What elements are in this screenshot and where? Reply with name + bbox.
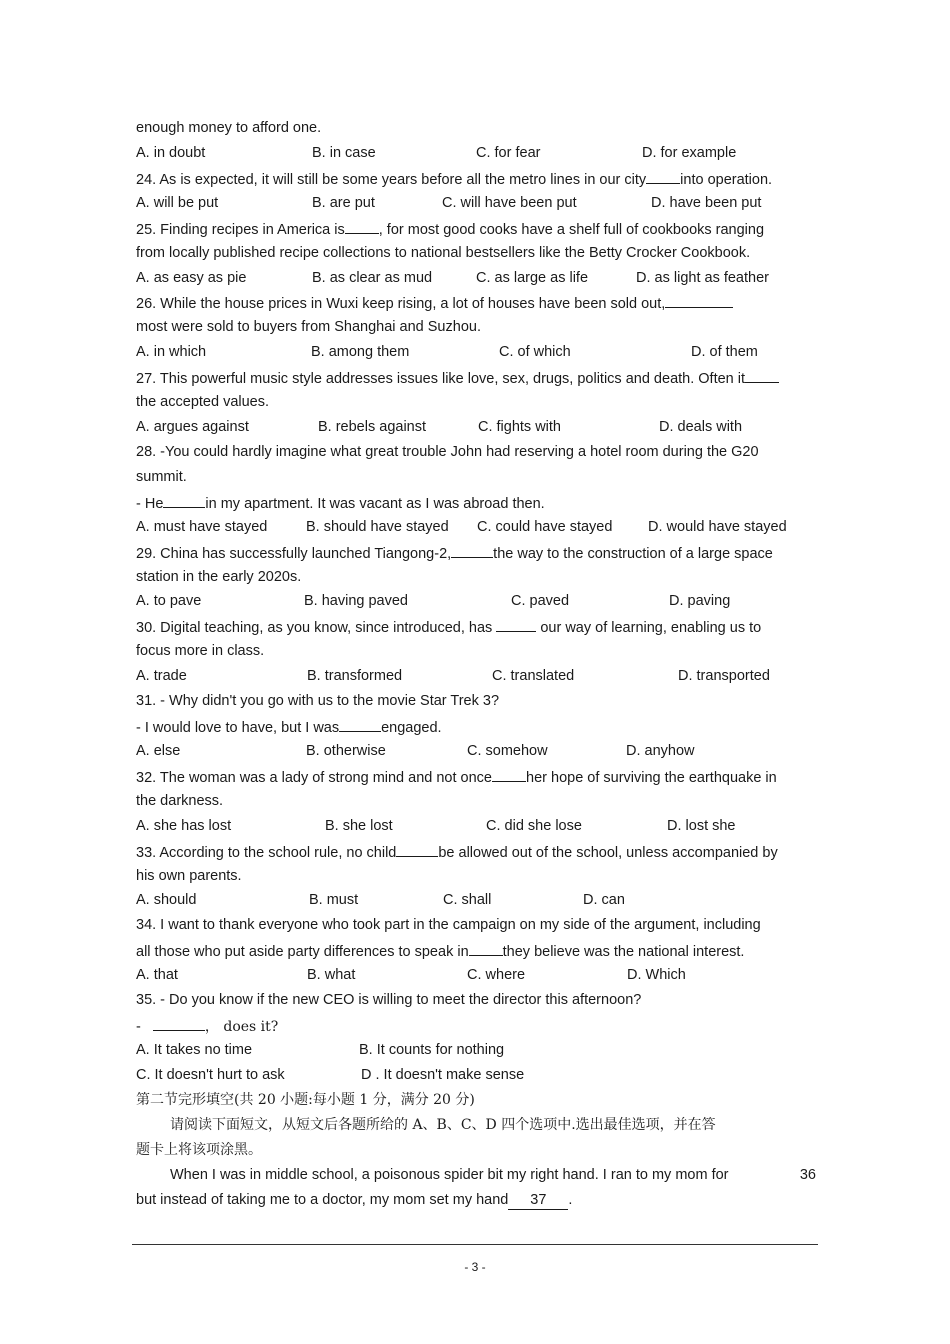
option-a: A. must have stayed xyxy=(136,519,268,535)
question-text: into operation. xyxy=(680,172,773,188)
option-c: C. fights with xyxy=(478,419,561,435)
answer-blank xyxy=(345,218,379,234)
options-row-q26 xyxy=(136,342,816,362)
answer-blank xyxy=(496,616,536,632)
options-row-q30 xyxy=(136,666,816,686)
question-26 xyxy=(136,292,733,314)
option-a: A. trade xyxy=(136,668,187,684)
options-row-q27 xyxy=(136,417,816,437)
question-28-line3 xyxy=(136,492,545,514)
question-27-line2: the accepted values. xyxy=(136,394,270,410)
option-c: C. somehow xyxy=(467,743,548,759)
question-35: 35. - Do you know if the new CEO is willing to meet the director this afternoon? xyxy=(136,992,642,1008)
option-d: D. of them xyxy=(691,344,758,360)
option-a: A. in which xyxy=(136,344,207,360)
option-b: B. transformed xyxy=(307,668,403,684)
passage-text: When I was in middle school, a poisonous spider bit my right hand. I ran to my mom for xyxy=(170,1167,729,1183)
blank-number-36: 36 xyxy=(799,1167,816,1183)
question-text: 29. China has successfully launched Tiangong-2, xyxy=(136,546,452,562)
footer-divider xyxy=(132,1244,818,1245)
question-text: 24. As is expected, it will still be some years before all the metro lines in our city xyxy=(136,172,647,188)
option-d: D. transported xyxy=(678,668,770,684)
text-line: enough money to afford one. xyxy=(136,120,322,136)
question-text: - He xyxy=(136,496,164,512)
option-d: D. for example xyxy=(642,145,737,161)
answer-blank xyxy=(163,492,205,508)
option-d: D . It doesn't make sense xyxy=(361,1067,525,1083)
question-text: - xyxy=(136,1019,145,1035)
question-29 xyxy=(136,542,773,564)
question-text: be allowed out of the school, unless accompanied by xyxy=(438,845,778,861)
option-c: C. translated xyxy=(492,668,575,684)
option-a: A. should xyxy=(136,892,197,908)
option-b: B. as clear as mud xyxy=(312,270,433,286)
option-b: B. rebels against xyxy=(318,419,427,435)
passage-line xyxy=(136,1190,572,1210)
option-c: C. paved xyxy=(511,593,570,609)
answer-blank xyxy=(745,367,779,383)
option-d: D. can xyxy=(583,892,625,908)
option-b: B. among them xyxy=(311,344,410,360)
question-35-line2 xyxy=(136,1015,278,1037)
option-a: A. will be put xyxy=(136,195,219,211)
option-c: C. where xyxy=(467,967,526,983)
answer-blank xyxy=(665,292,733,308)
question-text: 25. Finding recipes in America is xyxy=(136,222,345,238)
option-d: D. would have stayed xyxy=(648,519,787,535)
options-row-q29 xyxy=(136,591,816,611)
question-text: all those who put aside party differences to speak in xyxy=(136,944,469,960)
options-row-q24 xyxy=(136,193,816,213)
answer-blank xyxy=(451,542,493,558)
option-b: B. must xyxy=(309,892,359,908)
question-28: 28. -You could hardly imagine what great trouble John had reserving a hotel room during the G20 xyxy=(136,444,759,460)
question-33 xyxy=(136,841,778,863)
options-row-q35-cd xyxy=(136,1065,816,1085)
option-c: C. of which xyxy=(499,344,571,360)
blank-number-37: 37 xyxy=(508,1191,568,1210)
passage-text: . xyxy=(568,1192,573,1208)
question-text: 30. Digital teaching, as you know, since introduced, has xyxy=(136,620,493,636)
question-text: our way of learning, enabling us to xyxy=(540,620,762,636)
answer-blank xyxy=(153,1015,205,1031)
option-a: A. that xyxy=(136,967,178,983)
question-31-line2 xyxy=(136,716,442,738)
option-c: C. will have been put xyxy=(442,195,577,211)
option-b: B. otherwise xyxy=(306,743,386,759)
option-b: B. are put xyxy=(312,195,375,211)
question-29-line2: station in the early 2020s. xyxy=(136,569,302,585)
question-text: 27. This powerful music style addresses issues like love, sex, drugs, politics and death. Often it xyxy=(136,371,746,387)
option-d: D. lost she xyxy=(667,818,736,834)
page-number: - 3 - xyxy=(464,1260,486,1274)
option-b: B. she lost xyxy=(325,818,393,834)
option-d: D. Which xyxy=(627,967,686,983)
question-text: 33. According to the school rule, no child xyxy=(136,845,397,861)
options-row-q33 xyxy=(136,890,816,910)
question-27 xyxy=(136,367,779,389)
question-text: the way to the construction of a large space xyxy=(493,546,773,562)
question-34-line2 xyxy=(136,940,744,962)
options-row-q32 xyxy=(136,816,816,836)
question-text: - I would love to have, but I was xyxy=(136,720,340,736)
option-a: A. argues against xyxy=(136,419,249,435)
section-instruction-line2: 题卡上将该项涂黑。 xyxy=(136,1142,262,1158)
option-c: C. for fear xyxy=(476,145,541,161)
question-32-line2: the darkness. xyxy=(136,793,224,809)
option-b: B. It counts for nothing xyxy=(359,1042,505,1058)
question-33-line2: his own parents. xyxy=(136,868,242,884)
option-a: A. in doubt xyxy=(136,145,206,161)
question-34: 34. I want to thank everyone who took part in the campaign on my side of the argument, including xyxy=(136,917,761,933)
question-text: her hope of surviving the earthquake in xyxy=(526,770,777,786)
option-a: A. to pave xyxy=(136,593,202,609)
option-d: D. paving xyxy=(669,593,731,609)
options-row-q34 xyxy=(136,965,816,985)
question-text: ， does it? xyxy=(204,1019,279,1035)
option-b: B. in case xyxy=(312,145,376,161)
question-text: 32. The woman was a lady of strong mind and not once xyxy=(136,770,493,786)
option-c: C. did she lose xyxy=(486,818,582,834)
option-c: C. could have stayed xyxy=(477,519,613,535)
options-row-q23 xyxy=(136,143,816,163)
question-text: in my apartment. It was vacant as I was abroad then. xyxy=(205,496,545,512)
option-c: C. It doesn't hurt to ask xyxy=(136,1067,285,1083)
option-a: A. It takes no time xyxy=(136,1042,253,1058)
question-25-line2: from locally published recipe collections to national bestsellers like the Betty Crocker Cookbook. xyxy=(136,245,751,261)
options-row-q31 xyxy=(136,741,816,761)
options-row-q35-ab xyxy=(136,1040,816,1060)
question-28-line2: summit. xyxy=(136,469,187,485)
section-title: 第二节完形填空(共 20 小题:每小题 1 分，满分 20 分) xyxy=(136,1092,475,1108)
option-d: D. as light as feather xyxy=(636,270,769,286)
options-row-q25 xyxy=(136,268,816,288)
question-30-line2: focus more in class. xyxy=(136,643,265,659)
option-d: D. anyhow xyxy=(626,743,695,759)
option-b: B. having paved xyxy=(304,593,408,609)
question-25 xyxy=(136,218,764,240)
question-32 xyxy=(136,766,777,788)
question-30 xyxy=(136,616,761,638)
passage-line xyxy=(170,1165,816,1185)
question-text: engaged. xyxy=(381,720,442,736)
answer-blank xyxy=(646,168,680,184)
option-b: B. should have stayed xyxy=(306,519,449,535)
question-text: they believe was the national interest. xyxy=(502,944,745,960)
question-31: 31. - Why didn't you go with us to the movie Star Trek 3? xyxy=(136,693,500,709)
option-c: C. shall xyxy=(443,892,492,908)
question-text: 26. While the house prices in Wuxi keep rising, a lot of houses have been sold out, xyxy=(136,296,666,312)
question-26-line2: most were sold to buyers from Shanghai and Suzhou. xyxy=(136,319,481,335)
answer-blank xyxy=(492,766,526,782)
option-a: A. as easy as pie xyxy=(136,270,247,286)
answer-blank xyxy=(469,940,503,956)
option-b: B. what xyxy=(307,967,356,983)
option-c: C. as large as life xyxy=(476,270,589,286)
option-a: A. she has lost xyxy=(136,818,232,834)
question-text: , for most good cooks have a shelf full of cookbooks ranging xyxy=(378,222,765,238)
section-instruction: 请阅读下面短文，从短文后各题所给的 A、B、C、D 四个选项中.选出最佳选项，并在答 xyxy=(170,1117,716,1133)
option-a: A. else xyxy=(136,743,181,759)
options-row-q28 xyxy=(136,517,816,537)
answer-blank xyxy=(396,841,438,857)
answer-blank xyxy=(339,716,381,732)
option-d: D. have been put xyxy=(651,195,762,211)
passage-text: but instead of taking me to a doctor, my mom set my hand xyxy=(136,1192,509,1208)
option-d: D. deals with xyxy=(659,419,743,435)
question-24 xyxy=(136,168,772,190)
